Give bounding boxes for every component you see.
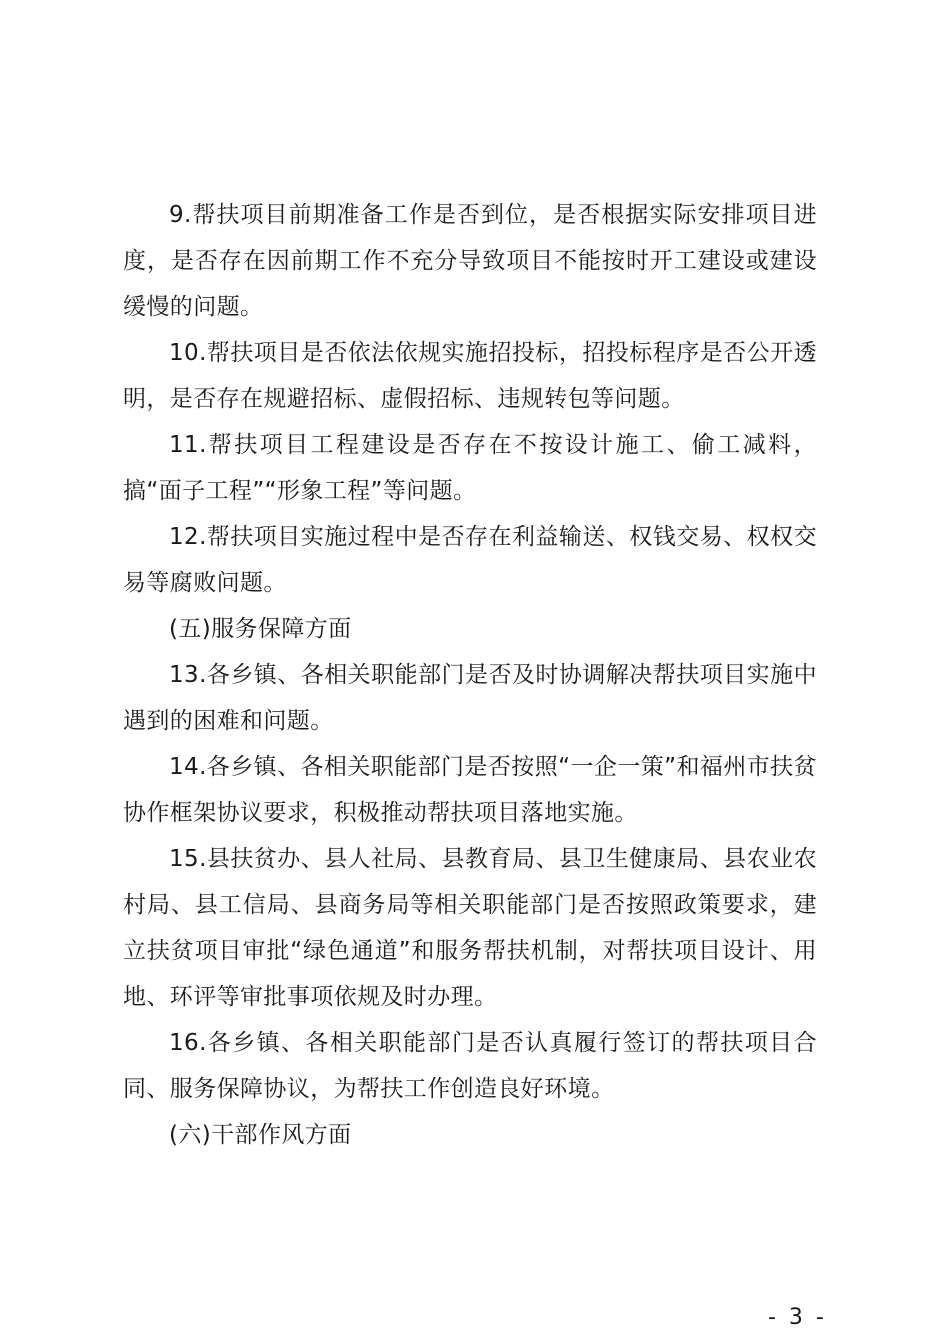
paragraph-item-12: 12.帮扶项目实施过程中是否存在利益输送、权钱交易、权权交易等腐败问题。 — [123, 524, 817, 596]
paragraph-item-11: 11.帮扶项目工程建设是否存在不按设计施工、偷工减料，搞“面子工程”“形象工程”等问题。 — [123, 432, 817, 504]
paragraph-item-10: 10.帮扶项目是否依法依规实施招投标，招投标程序是否公开透明，是否存在规避招标、虚假招标、违规转包等问题。 — [123, 340, 817, 412]
paragraph-item-14: 14.各乡镇、各相关职能部门是否按照“一企一策”和福州市扶贫协作框架协议要求，积极推动帮扶项目落地实施。 — [123, 754, 817, 826]
page-number: - 3 - — [768, 1305, 827, 1330]
paragraph-item-15: 15.县扶贫办、县人社局、县教育局、县卫生健康局、县农业农村局、县工信局、县商务局等相关职能部门是否按照政策要求，建立扶贫项目审批“绿色通道”和服务帮扶机制，对帮扶项目设计、用地、环评等审批事项依规及时办理。 — [123, 846, 817, 1010]
paragraph-item-16: 16.各乡镇、各相关职能部门是否认真履行签订的帮扶项目合同、服务保障协议，为帮扶工作创造良好环境。 — [123, 1030, 817, 1102]
section-heading-service-guarantee: (五)服务保障方面 — [169, 616, 352, 642]
paragraph-item-13: 13.各乡镇、各相关职能部门是否及时协调解决帮扶项目实施中遇到的困难和问题。 — [123, 662, 817, 734]
section-heading-cadre-style: (六)干部作风方面 — [169, 1122, 352, 1148]
document-body — [123, 192, 817, 1158]
paragraph-item-9: 9.帮扶项目前期准备工作是否到位，是否根据实际安排项目进度，是否存在因前期工作不充分导致项目不能按时开工建设或建设缓慢的问题。 — [123, 202, 817, 320]
